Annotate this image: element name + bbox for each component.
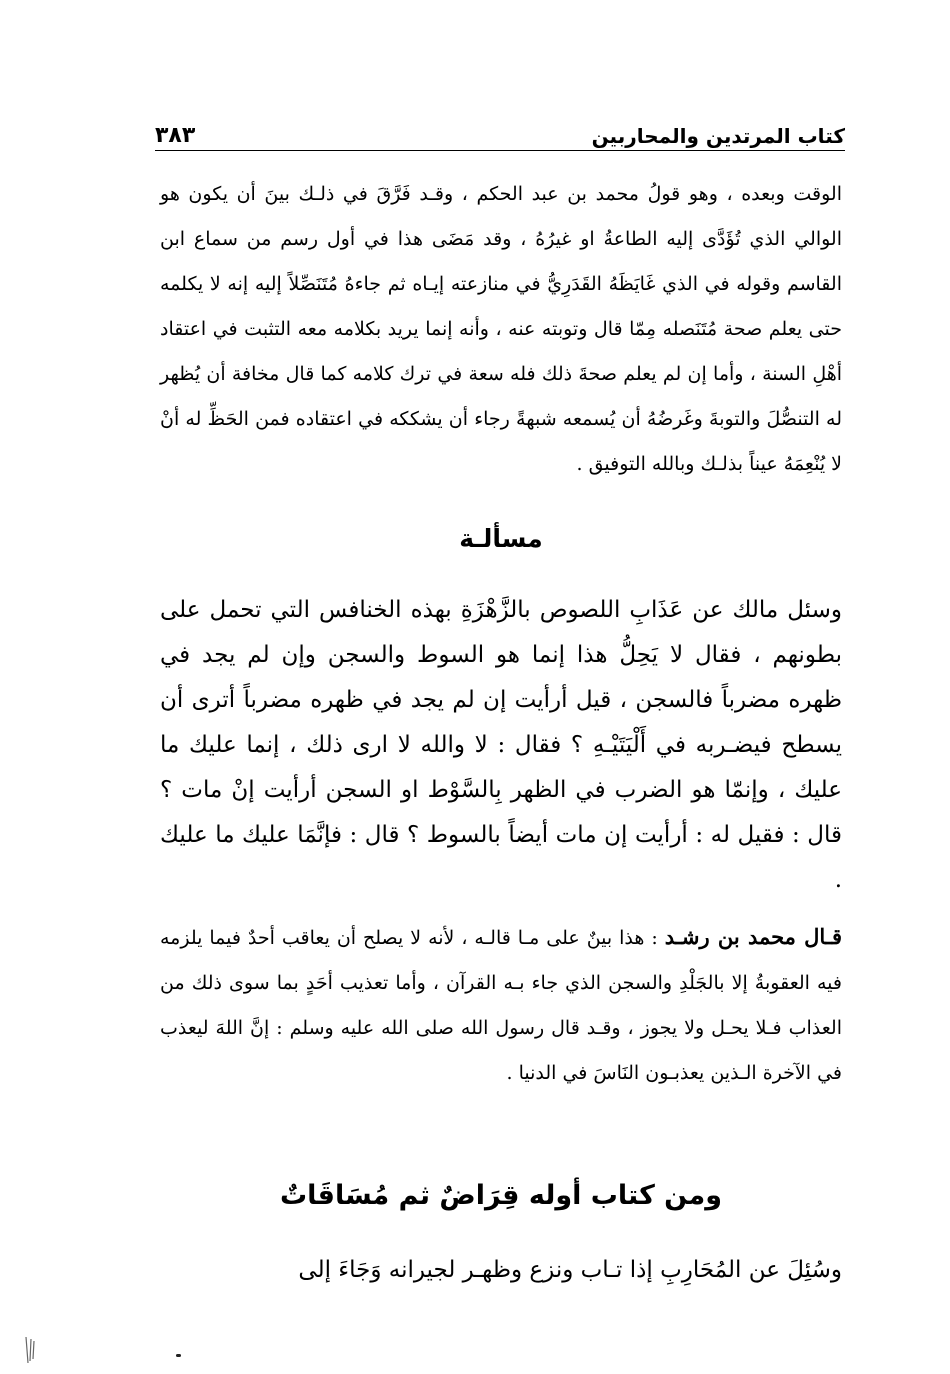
paragraph-2-text: وسئل مالك عن عَذَابِ اللصوص بالزَّهْزَةِ بهذه الخنافس التي تحمل على بطونهم ، فقال لا يَحِلُّ هذا إنما هو السوط والسجن وإن لم يجد في ظهره مضرباً فالسجن ، قيل أرأيت إن لم يجد في ظهره مضرباً أترى أن يسطح فيضـربه في أَلْيَتَيْـهِ ؟ فقال : لا والله لا ارى ذلك ، إنما عليك ما عليك ، وإنمّا هو الضرب في الظهر بِالسَّوْط او السجن أرأيت إنْ مات ؟ قال : فقيل له : أرأيت إن مات أيضاً بالسوط ؟ قال : فإنَّمَا عليك ما عليك . [160,597,842,893]
scan-speck [176,1354,181,1357]
paragraph-3 [160,1248,842,1293]
paragraph-2 [160,588,842,903]
commentary-text: : هذا بينٌ على مـا قالـه ، لأنه لا يصلح أن يعاقب أحدٌ فيما يلزمه فيه العقوبةُ إلا بالجَلْدِ والسجن الذي جاء بـه القرآن ، وأما تعذيب أحَدٍ بما سوى ذلك من العذاب فـلا يحـل ولا يجوز ، وقـد قال رسول الله صلى الله عليه وسلم : إنَّ اللهَ ليعذب في الآخرة الـذين يعذبـون النَاسَ في الدنيا . [160,927,842,1084]
paragraph-1 [160,172,842,487]
section-heading-masala: مسألـة [459,524,543,553]
paragraph-1-text: الوقت وبعده ، وهو قولُ محمد بن عبد الحكم ، وقـد فَرَّقَ في ذلـك بينَ أن يكون هو الوالي الذي تُؤَدَّى إليه الطاعةُ او غيرُهُ ، وقد مَضَى هذا في أول رسم من سماع ابن القاسم وقوله في الذي غَايَظَهُ القَدَرِيُّ في منازعته إيـاه ثم جاءهُ مُتَنَصِّلاً إليه إنه لا يكلمه حتى يعلم صحة مُتَنَصله مِمّا قال وتوبته عنه ، وأنه إنما يريد بكلامه معه التثبت في اعتقاد أهْلِ السنة ، وأما إن لم يعلم صحةَ ذلك فله سعة في ترك كلامه كما قال مخافة أن يُظهر له التنصُّلَ والتوبةَ وغَرضُهُ أن يُسمعه شبهةً رجاء أن يشككه في اعتقاده فمن الحَظِّ له أنْ لا يُنْعِمَهُ عيناً بذلـك وبالله التوفيق . [160,183,842,475]
commentary-paragraph [160,914,842,1096]
page-number: ٣٨٣ [155,123,196,148]
section-heading-qirad: ومن كتاب أوله قِرَاضٌ ثم مُسَاقَاتٌ [280,1180,722,1211]
book-title: كتاب المرتدين والمحاربين [591,124,845,148]
scan-mark-icon [22,1335,38,1365]
paragraph-3-text: وسُئِلَ عن المُحَارِبِ إذا تـاب ونزع وظهـر لجيرانه وَجَاءَ إلى [298,1257,842,1283]
running-header [155,108,845,148]
commentary-lead: قـال محمد بن رشـد [664,924,842,949]
header-rule [155,150,845,151]
margin-scan-mark [18,1335,38,1369]
